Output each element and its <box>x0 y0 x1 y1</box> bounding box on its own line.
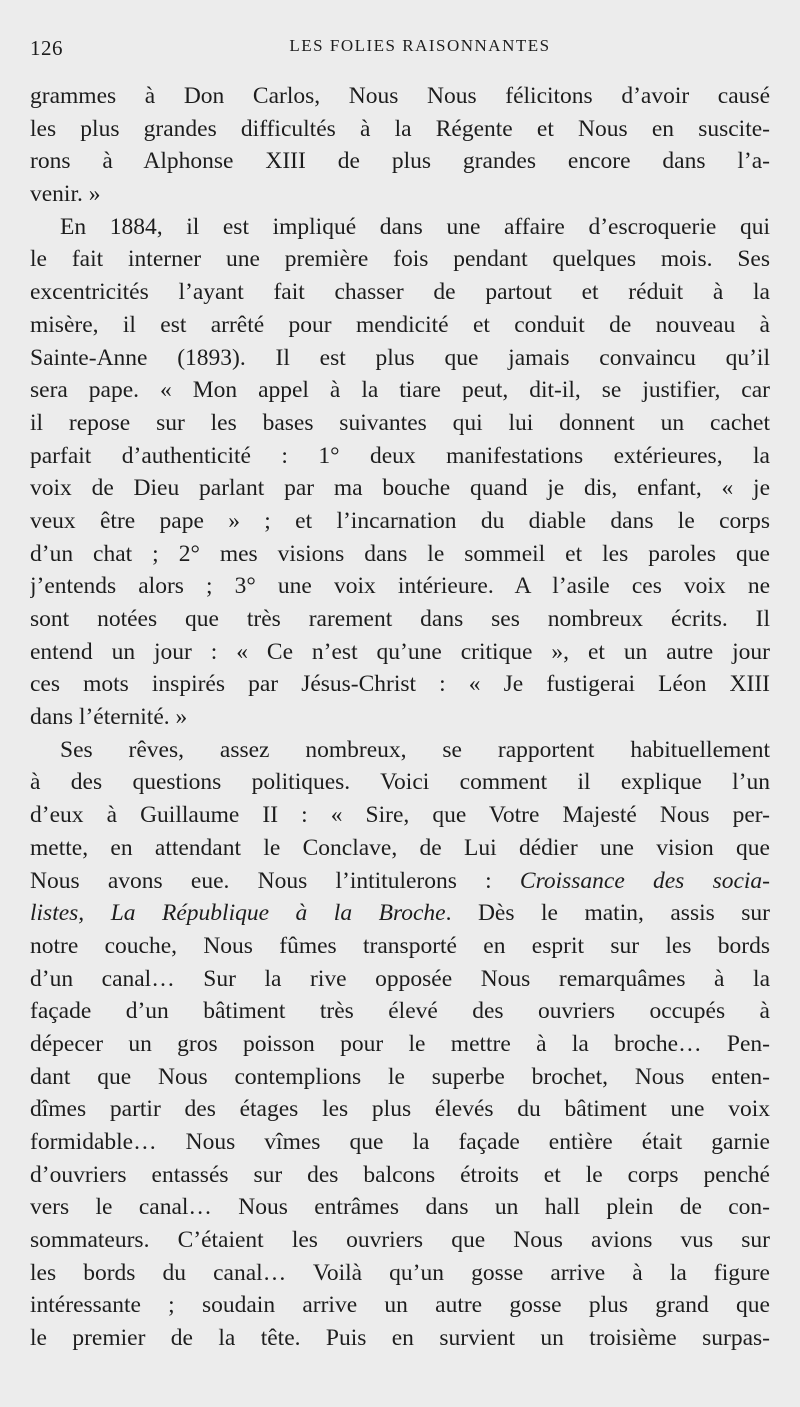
text-line <box>30 472 770 505</box>
page-header <box>30 30 770 70</box>
text-run: d’eux à Guillaume II : « Sire, que Votre Majesté Nous per- <box>30 802 770 829</box>
italic-text-run: Croissance des socia- <box>519 867 770 894</box>
text-line <box>30 603 770 636</box>
text-run: formidable… Nous vîmes que la façade entière était garnie <box>30 1129 770 1155</box>
text-line <box>30 963 770 996</box>
text-line <box>30 145 770 178</box>
text-line <box>30 505 770 538</box>
text-run: dans l’éternité. » <box>30 704 188 731</box>
running-title: LES FOLIES RAISONNANTES <box>289 36 551 55</box>
text-run: sera pape. « Mon appel à la tiare peut, dit-il, se justifier, car <box>30 377 770 404</box>
text-run: dépecer un gros poisson pour le mettre à la broche… Pen- <box>30 1030 770 1057</box>
text-run: j’entends alors ; 3° une voix intérieure. A l’asile ces voix ne <box>30 573 770 600</box>
text-run: d’un chat ; 2° mes visions dans le sommeil et les paroles que <box>30 540 770 567</box>
text-line <box>30 1093 770 1126</box>
text-line <box>30 211 770 244</box>
text-line <box>30 1191 770 1224</box>
text-line <box>30 832 770 865</box>
text-line <box>30 701 770 734</box>
text-line <box>30 178 770 211</box>
text-run: dant que Nous contemplions le superbe brochet, Nous enten- <box>30 1063 770 1090</box>
text-run: Ses rêves, assez nombreux, se rapportent habituellement <box>60 736 770 763</box>
text-line <box>30 1126 770 1159</box>
text-line <box>30 1289 770 1322</box>
text-line <box>30 243 770 276</box>
text-run: ces mots inspirés par Jésus-Christ : « Je fustigerai Léon XIII <box>30 671 770 698</box>
text-run: . Dès le matin, assis sur <box>445 900 770 927</box>
text-line <box>30 995 770 1028</box>
text-run: venir. » <box>30 181 101 208</box>
text-run: sont notées que très rarement dans ses nombreux écrits. Il <box>30 606 770 632</box>
text-line <box>30 374 770 407</box>
text-line <box>30 570 770 603</box>
text-line <box>30 440 770 473</box>
text-run: veux être pape » ; et l’incarnation du diable dans le corps <box>30 507 770 534</box>
text-run: vers le canal… Nous entrâmes dans un hall plein de con- <box>30 1194 770 1221</box>
text-run: le premier de la tête. Puis en survient un troisième surpas- <box>30 1325 770 1352</box>
text-line <box>30 1257 770 1290</box>
text-run: Nous avons eue. Nous l’intitulerons : <box>30 867 520 894</box>
text-run: Sainte-Anne (1893). Il est plus que jamais convaincu qu’il <box>30 344 770 371</box>
text-line <box>30 1322 770 1355</box>
page-number: 126 <box>30 36 63 60</box>
text-line <box>30 668 770 701</box>
text-run: grammes à Don Carlos, Nous Nous félicitons d’avoir causé <box>30 83 770 109</box>
text-run: intéressante ; soudain arrive un autre gosse plus grand que <box>30 1292 770 1319</box>
text-line <box>30 766 770 799</box>
text-run: entend un jour : « Ce n’est qu’une critique », et un autre jour <box>30 638 770 665</box>
text-run: dîmes partir des étages les plus élevés du bâtiment une voix <box>30 1096 770 1123</box>
text-run: sommateurs. C’étaient les ouvriers que Nous avions vus sur <box>30 1227 770 1254</box>
text-line <box>30 1028 770 1061</box>
text-line <box>30 1159 770 1192</box>
text-run: rons à Alphonse XIII de plus grandes encore dans l’a- <box>30 148 770 175</box>
text-line <box>30 734 770 767</box>
text-run: voix de Dieu parlant par ma bouche quand je dis, enfant, « je <box>30 475 770 502</box>
text-run: misère, il est arrêté pour mendicité et conduit de nouveau à <box>30 311 770 338</box>
text-run: mette, en attendant le Conclave, de Lui dédier une vision que <box>30 834 770 861</box>
text-line <box>30 113 770 146</box>
text-run: les bords du canal… Voilà qu’un gosse arrive à la figure <box>30 1259 770 1286</box>
text-run: le fait interner une première fois pendant quelques mois. Ses <box>30 246 770 273</box>
text-run: parfait d’authenticité : 1° deux manifestations extérieures, la <box>30 442 770 469</box>
text-run: façade d’un bâtiment très élevé des ouvriers occupés à <box>30 998 770 1025</box>
italic-text-run: listes, La République à la Broche <box>30 900 446 927</box>
text-line <box>30 407 770 440</box>
text-run: à des questions politiques. Voici comment il explique l’un <box>30 769 770 796</box>
text-line <box>30 897 770 930</box>
text-line <box>30 1224 770 1257</box>
text-line <box>30 930 770 963</box>
text-run: d’un canal… Sur la rive opposée Nous remarquâmes à la <box>30 965 770 992</box>
text-line <box>30 865 770 898</box>
text-run: d’ouvriers entassés sur des balcons étroits et le corps penché <box>30 1161 770 1188</box>
text-line <box>30 538 770 571</box>
text-run: excentricités l’ayant fait chasser de partout et réduit à la <box>30 279 770 306</box>
text-run: En 1884, il est impliqué dans une affaire d’escroquerie qui <box>60 213 770 240</box>
text-run: il repose sur les bases suivantes qui lui donnent un cachet <box>30 409 770 436</box>
text-line <box>30 342 770 375</box>
body-text <box>30 80 770 1355</box>
text-line <box>30 799 770 832</box>
text-run: les plus grandes difficultés à la Régente et Nous en suscite- <box>30 115 770 142</box>
text-line <box>30 80 770 113</box>
text-run: notre couche, Nous fûmes transporté en esprit sur les bords <box>30 932 770 959</box>
text-line <box>30 1061 770 1094</box>
text-line <box>30 276 770 309</box>
text-line <box>30 636 770 669</box>
text-line <box>30 309 770 342</box>
